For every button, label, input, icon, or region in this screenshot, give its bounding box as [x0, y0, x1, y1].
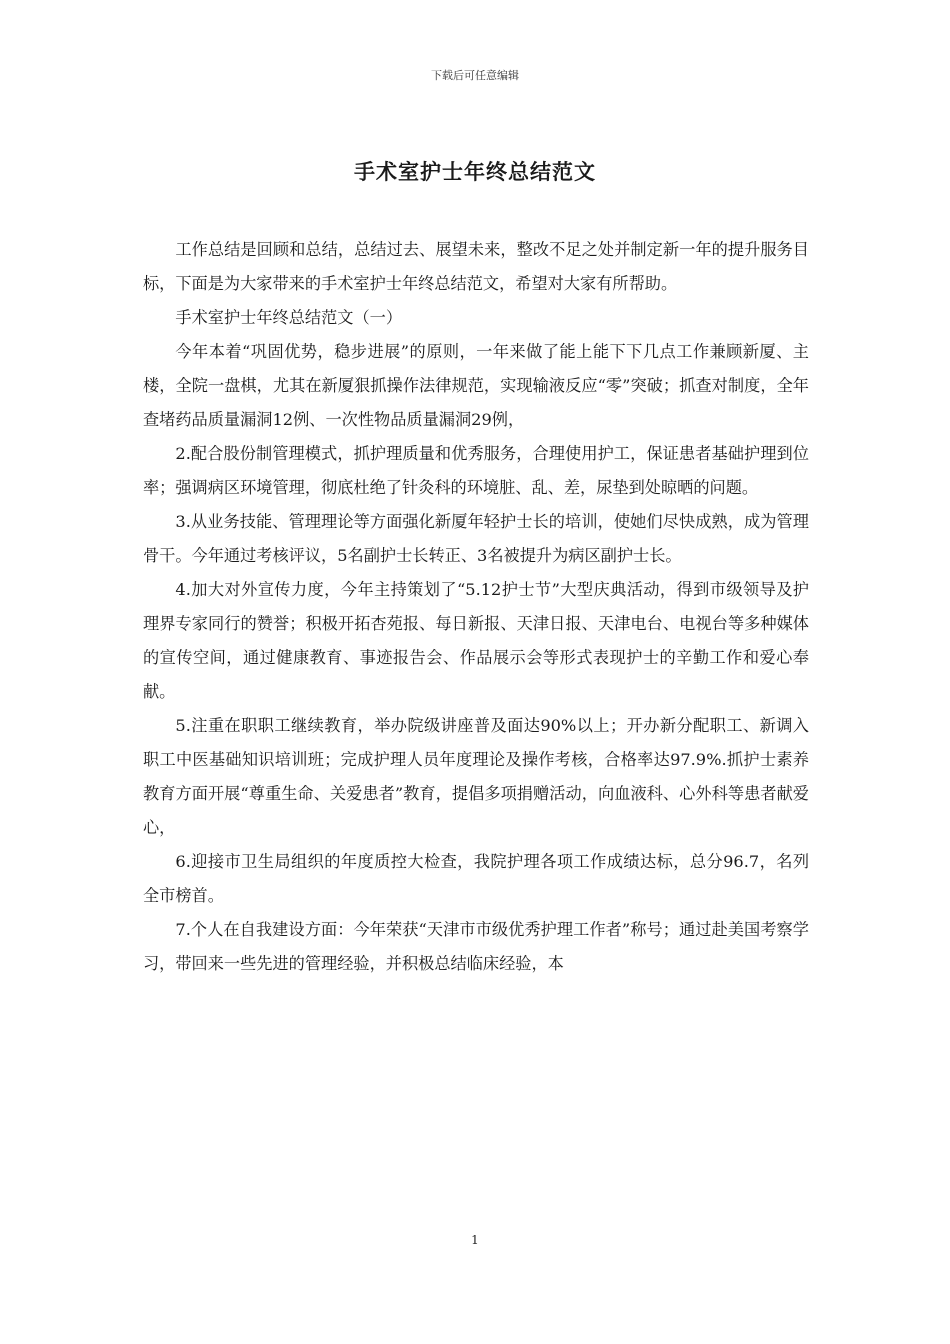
document-title: 手术室护士年终总结范文 [354, 160, 596, 184]
paragraph-2: 2.配合股份制管理模式，抓护理质量和优秀服务，合理使用护工，保证患者基础护理到位率；强调病区环境管理，彻底杜绝了针灸科的环境脏、乱、差，尿垫到处晾晒的问题。 [143, 444, 809, 497]
paragraph-4: 4.加大对外宣传力度，今年主持策划了“5.12护士节”大型庆典活动，得到市级领导及护理界专家同行的赞誉；积极开拓杏苑报、每日新报、天津日报、天津电台、电视台等多种媒体的宣传空间，通过健康教育、事迹报告会、作品展示会等形式表现护士的辛勤工作和爱心奉献。 [143, 580, 809, 701]
paragraph-3: 3.从业务技能、管理理论等方面强化新厦年轻护士长的培训，使她们尽快成熟，成为管理骨干。今年通过考核评议，5名副护士长转正、3名被提升为病区副护士长。 [143, 512, 809, 565]
header-note: 下载后可任意编辑 [431, 69, 519, 82]
paragraph-6: 6.迎接市卫生局组织的年度质控大检查，我院护理各项工作成绩达标，总分96.7，名列全市榜首。 [143, 852, 809, 905]
section-heading: 手术室护士年终总结范文（一） [175, 308, 403, 327]
paragraph-1: 今年本着“巩固优势，稳步进展”的原则，一年来做了能上能下下几点工作兼顾新厦、主楼，全院一盘棋，尤其在新厦狠抓操作法律规范，实现输液反应“零”突破；抓查对制度，全年查堵药品质量漏洞12例、一次性物品质量漏洞29例， [143, 342, 809, 429]
paragraph-7: 7.个人在自我建设方面：今年荣获“天津市市级优秀护理工作者”称号；通过赴美国考察学习，带回来一些先进的管理经验，并积极总结临床经验，本 [143, 920, 809, 973]
intro-paragraph: 工作总结是回顾和总结，总结过去、展望未来，整改不足之处并制定新一年的提升服务目标，下面是为大家带来的手术室护士年终总结范文，希望对大家有所帮助。 [143, 240, 809, 293]
document-body [143, 233, 809, 981]
paragraph-5: 5.注重在职职工继续教育，举办院级讲座普及面达90%以上；开办新分配职工、新调入职工中医基础知识培训班；完成护理人员年度理论及操作考核，合格率达97.9%.抓护士素养教育方面开展“尊重生命、关爱患者”教育，提倡多项捐赠活动，向血液科、心外科等患者献爱心， [143, 716, 809, 837]
page-number: 1 [471, 1233, 479, 1247]
